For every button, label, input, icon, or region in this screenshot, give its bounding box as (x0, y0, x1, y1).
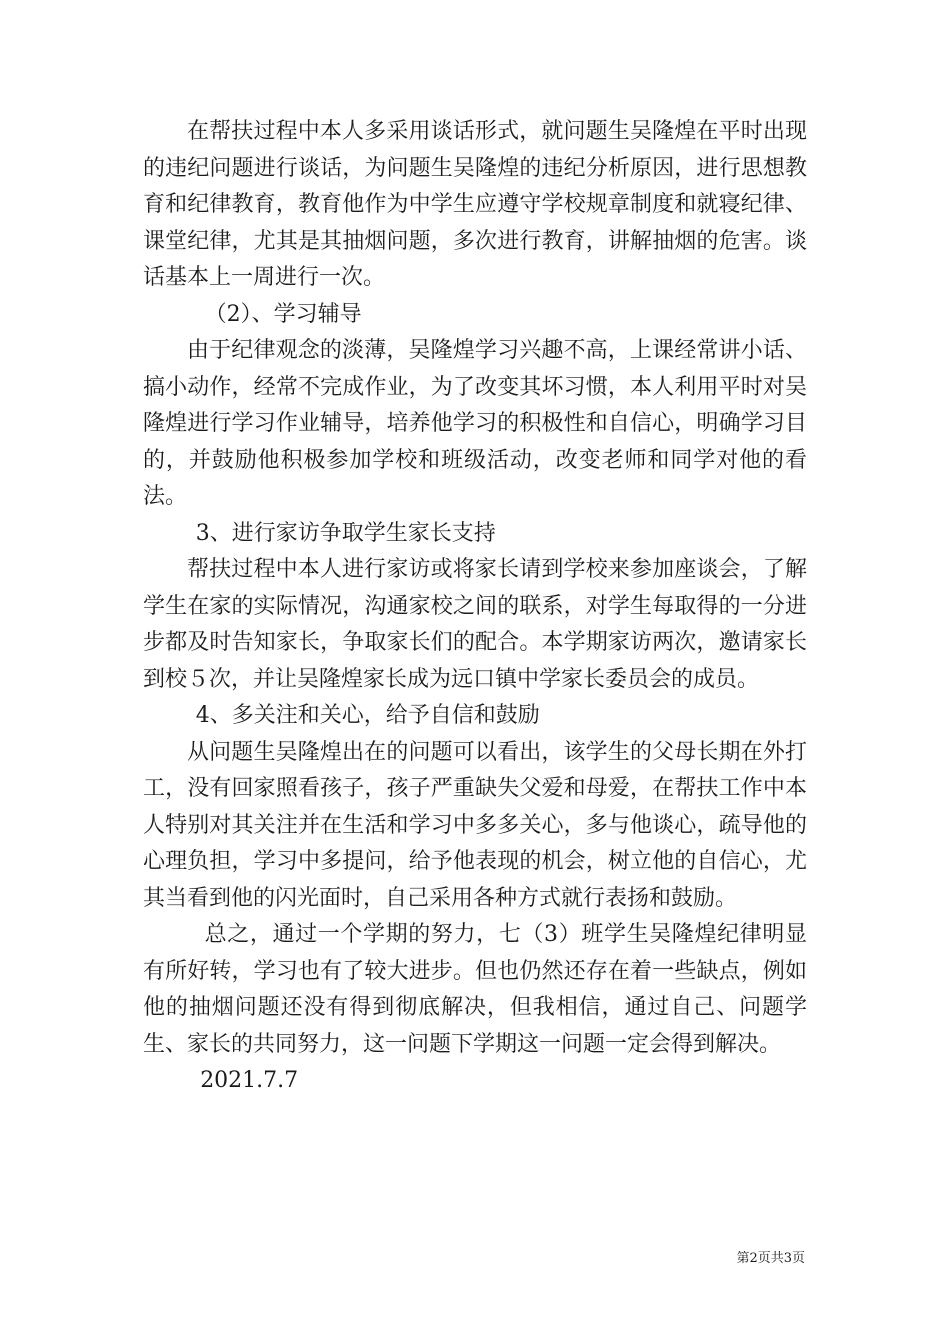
document-date: 2021.7.7 (200, 1068, 299, 1093)
heading-home-visit: 3、进行家访争取学生家长支持 (195, 520, 496, 546)
document-body (143, 114, 807, 1100)
paragraph-study-tutoring: 由于纪律观念的淡薄，吴隆煌学习兴趣不高，上课经常讲小话、搞小动作，经常不完成作业，为了改变其坏习惯，本人利用平时对吴隆煌进行学习作业辅导，培养他学习的积极性和自信心，明确学习目的，并鼓励他积极参加学校和班级活动，改变老师和同学对他的看法。 (143, 338, 807, 509)
heading-study-tutoring: （2）、学习辅导 (204, 301, 362, 327)
paragraph-summary: 总之，通过一个学期的努力，七（3）班学生吴隆煌纪律明显有所好转，学习也有了较大进步。但也仍然还存在着一些缺点，例如他的抽烟问题还没有得到彻底解决，但我相信，通过自己、问题学生、家长的共同努力，这一问题下学期这一问题一定会得到解决。 (143, 922, 807, 1057)
paragraph-care-encourage: 从问题生吴隆煌出在的问题可以看出，该学生的父母长期在外打工，没有回家照看孩子，孩子严重缺失父爱和母爱，在帮扶工作中本人特别对其关注并在生活和学习中多多关心，多与他谈心，疏导他的心理负担，学习中多提问，给予他表现的机会，树立他的自信心，尤其当看到他的闪光面时，自己采用各种方式就行表扬和鼓励。 (143, 739, 807, 911)
heading-care-encourage: 4、多关注和关心，给予自信和鼓励 (195, 703, 540, 728)
paragraph-talk-guidance: 在帮扶过程中本人多采用谈话形式，就问题生吴隆煌在平时出现的违纪问题进行谈话，为问题生吴隆煌的违纪分析原因，进行思想教育和纪律教育，教育他作为中学生应遵守学校规章制度和就寝纪律、课堂纪律，尤其是其抽烟问题，多次进行教育，讲解抽烟的危害。谈话基本上一周进行一次。 (143, 119, 807, 290)
page-indicator: 第2页共3页 (736, 1251, 805, 1266)
paragraph-home-visit: 帮扶过程中本人进行家访或将家长请到学校来参加座谈会，了解学生在家的实际情况，沟通家校之间的联系，对学生每取得的一分进步都及时告知家长，争取家长们的配合。本学期家访两次，邀请家长到校５次，并让吴隆煌家长成为远口镇中学家长委员会的成员。 (143, 557, 807, 692)
